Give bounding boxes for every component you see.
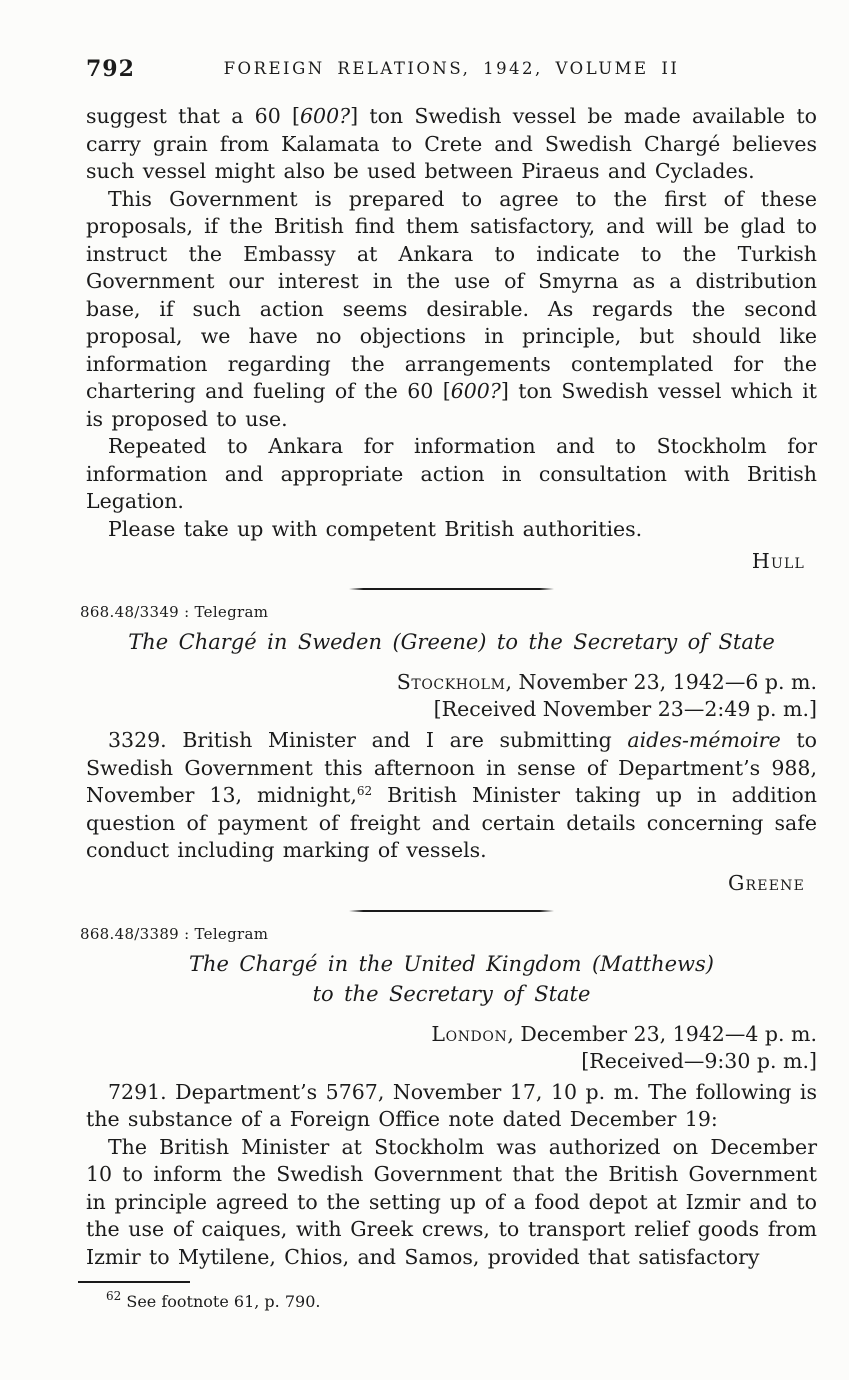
file-reference: 868.48/3389 : Telegram — [80, 924, 269, 943]
document-heading-line2: to the Secretary of State — [312, 981, 591, 1006]
running-head-title: FOREIGN RELATIONS, 1942, VOLUME II — [223, 59, 680, 78]
telegram-matthews-section — [80, 924, 817, 1272]
dateline — [86, 669, 817, 696]
signature-greene: Greene — [727, 870, 805, 895]
received-line: [Received—9:30 p. m.] — [581, 1048, 817, 1073]
dateline-date: , December 23, 1942—4 p. m. — [507, 1021, 817, 1046]
file-reference: 868.48/3349 : Telegram — [80, 603, 269, 621]
footnote-area — [86, 1281, 817, 1313]
dateline-date: , November 23, 1942—6 p. m. — [505, 670, 817, 694]
dateline-place: Stockholm — [396, 670, 506, 694]
paragraph: 7291. Department’s 5767, November 17, 10 p. m. The following is the substance of a Foreign Office note dated December 19: — [86, 1079, 817, 1131]
dateline-place: London — [431, 1021, 508, 1046]
document-heading: The Chargé in Sweden (Greene) to the Secretary of State — [128, 630, 775, 654]
document-heading — [86, 949, 817, 1009]
telegram-greene-section — [80, 603, 817, 897]
paragraph: The British Minister at Stockholm was authorized on December 10 to inform the Swedish Government that the British Government in principle agreed to the setting up of a food depot at Izmir and to the use of caiques, with Greek crews, to transport relief goods from Izmir to Mytilene, Chios, and Samos, provided that satisfactory — [86, 1134, 817, 1269]
document-heading-line1: The Chargé in the United Kingdom (Matthews) — [189, 951, 714, 976]
footnote-rule — [78, 1281, 190, 1283]
paragraph: suggest that a 60 [600?] ton Swedish vessel be made available to carry grain from Kalamata to Crete and Swedish Chargé believes such vessel might also be used between Piraeus and Cyclades. — [86, 104, 817, 183]
running-head — [86, 56, 817, 83]
section-divider — [349, 910, 554, 912]
footnote-marker: 62 — [106, 1289, 122, 1303]
dateline — [86, 1021, 817, 1048]
paragraph: 3329. British Minister and I are submitting aides-mémoire to Swedish Government this afternoon in sense of Department’s 988, November 13, midnight,$^{62}$ British Minister taking up in addition question of payment of freight and certain details concerning safe conduct including marking of vessels. — [86, 728, 817, 862]
section-divider — [349, 588, 554, 590]
paragraph: Repeated to Ankara for information and to Stockholm for information and appropriate action in consultation with British Legation. — [86, 434, 817, 513]
footnote — [86, 1291, 817, 1313]
received-line: [Received November 23—2:49 p. m.] — [433, 697, 817, 721]
footnote-text: See footnote 61, p. 790. — [121, 1292, 321, 1311]
telegram-hull-section — [86, 103, 817, 575]
signature-hull: Hull — [751, 549, 805, 573]
paragraph: This Government is prepared to agree to the first of these proposals, if the British find them satisfactory, and will be glad to instruct the Embassy at Ankara to indicate to the Turkish Government our interest in the use of Smyrna as a distribution base, if such action seems desirable. As regards the second proposal, we have no objections in principle, but should like information regarding the arrangements contemplated for the chartering and fueling of the 60 [600?] ton Swedish vessel which it is proposed to use. — [86, 186, 817, 431]
page-number: 792 — [86, 56, 135, 82]
paragraph: Please take up with competent British authorities. — [108, 516, 643, 541]
